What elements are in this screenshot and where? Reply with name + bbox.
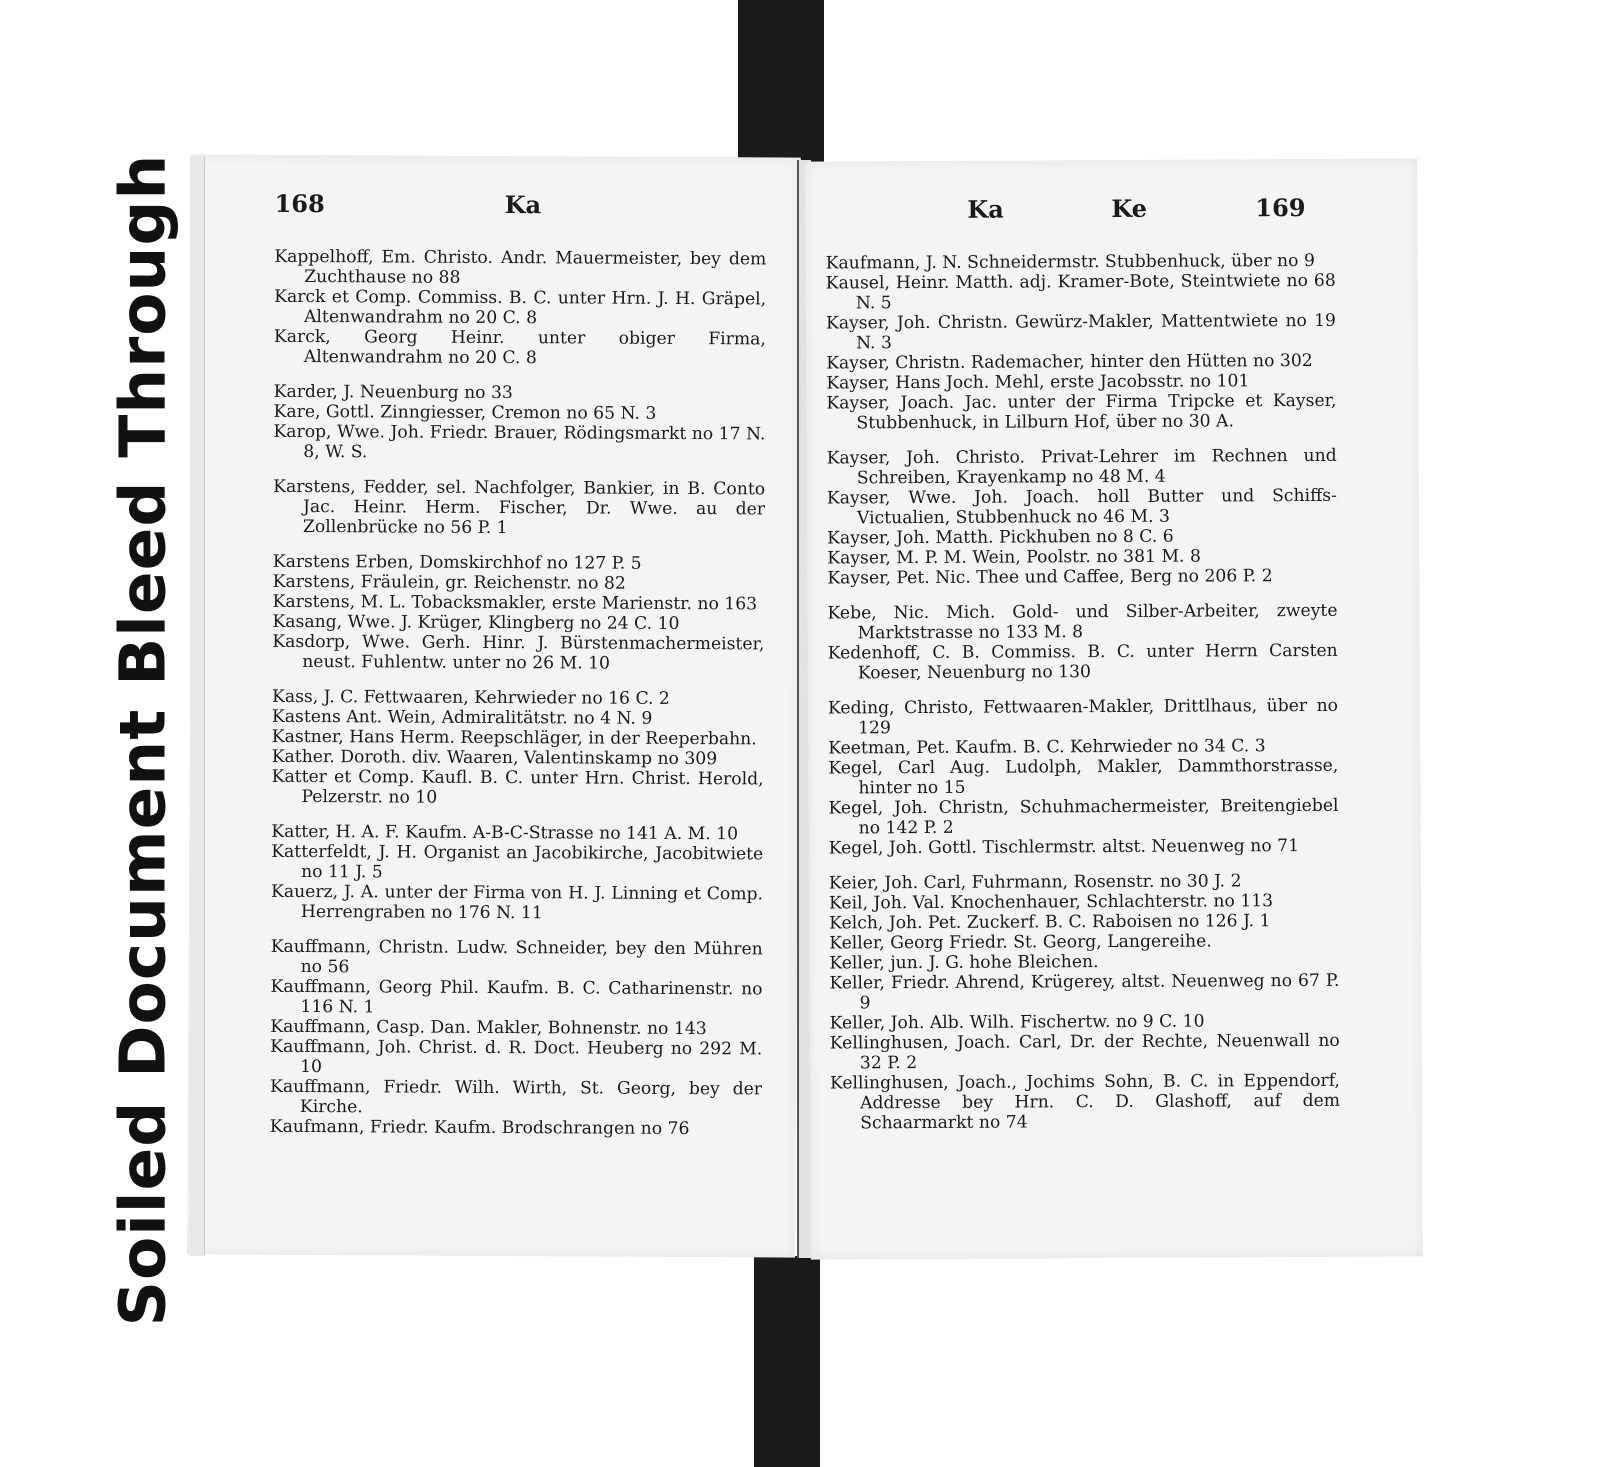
directory-entry: Kegel, Joh. Gottl. Tischlermstr. altst. Neuenweg no 71: [828, 836, 1300, 859]
directory-entry: Kappelhoff, Em. Christo. Andr. Mauermeister, bey dem Zuchthause no 88: [274, 246, 767, 288]
directory-entry: Kasdorp, Wwe. Gerh. Hinr. J. Bürstenmachermeister, neust. Fuhlentw. unter no 26 M. 10: [272, 631, 765, 674]
directory-entry: Katterfeldt, J. H. Organist an Jacobikirche, Jacobitwiete no 11 J. 5: [271, 841, 764, 883]
directory-entry: Kauffmann, Georg Phil. Kaufm. B. C. Catharinenstr. no 116 N. 1: [270, 976, 763, 1018]
spine-top: [738, 0, 824, 162]
directory-entry: Kayser, Pet. Nic. Thee und Caffee, Berg no 206 P. 2: [827, 566, 1273, 589]
directory-entry: Karstens, Fedder, sel. Nachfolger, Bankier, in B. Conto Jac. Heinr. Herm. Fischer, Dr. Wwe. au der Zollenbrücke no 56 P. 1: [273, 476, 766, 539]
right-running-head-1: Ka: [967, 194, 1004, 224]
directory-entry: Kayser, Joh. Christn. Gewürz-Makler, Mattentwiete no 19 N. 3: [825, 310, 1337, 354]
directory-entry: Kayser, M. P. M. Wein, Poolstr. no 381 M. 8: [827, 546, 1201, 569]
directory-entry: Kayser, Wwe. Joh. Joach. holl Butter und Schiffs-Victualien, Stubbenhuck no 46 M. 3: [826, 485, 1337, 529]
directory-entry: Kayser, Joh. Matth. Pickhuben no 8 C. 6: [827, 526, 1174, 549]
directory-entry: Kellinghusen, Joach., Jochims Sohn, B. C. in Eppendorf, Addresse bey Hrn. C. D. Glashoff, auf dem Schaarmarkt no 74: [829, 1070, 1341, 1134]
left-page-edge: [190, 156, 205, 1256]
directory-entry: Karstens, Fräulein, gr. Reichenstr. no 82: [272, 571, 626, 594]
directory-entry: Kellinghusen, Joach. Carl, Dr. der Rechte, Neuenwall no 32 P. 2: [829, 1030, 1340, 1074]
directory-entry: Karck et Comp. Commiss. B. C. unter Hrn. J. H. Gräpel, Altenwandrahm no 20 C. 8: [274, 286, 767, 329]
directory-entry: Kastens Ant. Wein, Admiralitätstr. no 4 N. 9: [271, 706, 653, 729]
left-running-head: Ka: [504, 190, 542, 220]
right-running-head-2: Ke: [1111, 193, 1148, 224]
directory-entry: Kauerz, J. A. unter der Firma von H. J. Linning et Comp. Herrengraben no 176 N. 11: [270, 881, 764, 924]
directory-entry: Karder, J. Neuenburg no 33: [273, 381, 513, 404]
directory-entry: Keller, Friedr. Ahrend, Krügerey, altst. Neuenweg no 67 P. 9: [829, 970, 1340, 1014]
directory-entry: Kauffmann, Joh. Christ. d. R. Doct. Heuberg no 292 M. 10: [270, 1036, 763, 1078]
directory-entry: Kedenhoff, C. B. Commiss. B. C. unter Herrn Carsten Koeser, Neuenburg no 130: [827, 640, 1338, 684]
directory-entry: Karck, Georg Heinr. unter obiger Firma, Altenwandrahm no 20 C. 8: [273, 326, 766, 369]
spine-bottom: [754, 1256, 820, 1467]
directory-entry: Kauffmann, Friedr. Wilh. Wirth, St. Georg, bey der Kirche.: [269, 1076, 763, 1118]
stamp-text: Soiled Document Bleed Through: [106, 153, 180, 1327]
right-entry-list: [826, 251, 1341, 1134]
directory-entry: Keller, Joh. Alb. Wilh. Fischertw. no 9 C. 10: [829, 1011, 1205, 1034]
directory-entry: Kauffmann, Casp. Dan. Makler, Bohnenstr. no 143: [270, 1016, 707, 1040]
directory-entry: Karop, Wwe. Joh. Friedr. Brauer, Rödingsmarkt no 17 N. 8, W. S.: [273, 421, 766, 463]
directory-entry: Kegel, Carl Aug. Ludolph, Makler, Dammthorstrasse, hinter no 15: [828, 755, 1339, 799]
directory-entry: Kasang, Wwe. J. Krüger, Klingberg no 24 C. 10: [272, 611, 680, 634]
directory-entry: Karstens Erben, Domskirchhof no 127 P. 5: [272, 551, 642, 574]
directory-entry: Keller, jun. J. G. hohe Bleichen.: [829, 952, 1099, 974]
directory-entry: Karstens, M. L. Tobacksmakler, erste Marienstr. no 163: [272, 591, 758, 615]
directory-entry: Keller, Georg Friedr. St. Georg, Langereihe.: [829, 931, 1212, 954]
left-page-number: 168: [274, 188, 325, 219]
directory-entry: Keier, Joh. Carl, Fuhrmann, Rosenstr. no 30 J. 2: [828, 871, 1242, 894]
right-page-number: 169: [1255, 192, 1306, 223]
directory-entry: Katter et Comp. Kaufl. B. C. unter Hrn. Christ. Herold, Pelzerstr. no 10: [271, 766, 764, 808]
directory-entry: Kass, J. C. Fettwaaren, Kehrwieder no 16 C. 2: [271, 686, 670, 709]
directory-entry: Kayser, Joach. Jac. unter der Firma Tripcke et Kayser, Stubbenhuck, in Lilburn Hof, über no 30 A.: [826, 390, 1337, 434]
directory-entry: Kebe, Nic. Mich. Gold- und Silber-Arbeiter, zweyte Marktstrasse no 133 M. 8: [827, 600, 1338, 644]
directory-entry: Kauffmann, Christn. Ludw. Schneider, bey den Mühren no 56: [270, 936, 763, 978]
directory-entry: Keding, Christo, Fettwaaren-Makler, Drittlhaus, über no 129: [827, 695, 1339, 739]
directory-entry: Katter, H. A. F. Kaufm. A-B-C-Strasse no 141 A. M. 10: [271, 821, 739, 845]
directory-entry: Kelch, Joh. Pet. Zuckerf. B. C. Raboisen no 126 J. 1: [829, 911, 1271, 934]
directory-entry: Kayser, Hans Joch. Mehl, erste Jacobsstr. no 101: [826, 371, 1250, 394]
directory-entry: Keetman, Pet. Kaufm. B. C. Kehrwieder no 34 C. 3: [828, 736, 1266, 759]
left-entry-list: [270, 247, 767, 1140]
directory-entry: Kayser, Christn. Rademacher, hinter den Hütten no 302: [826, 350, 1313, 374]
directory-entry: Kare, Gottl. Zinngiesser, Cremon no 65 N. 3: [273, 401, 657, 424]
directory-entry: Kather. Doroth. div. Waaren, Valentinskamp no 309: [271, 746, 718, 770]
left-page: [187, 154, 801, 1257]
directory-entry: Kausel, Heinr. Matth. adj. Kramer-Bote, Steintwiete no 68 N. 5: [825, 270, 1336, 314]
directory-entry: Keil, Joh. Val. Knochenhauer, Schlachterstr. no 113: [828, 891, 1274, 914]
directory-entry: Kaufmann, J. N. Schneidermstr. Stubbenhuck, über no 9: [825, 250, 1315, 274]
directory-entry: Kayser, Joh. Christo. Privat-Lehrer im Rechnen und Schreiben, Krayenkamp no 48 M. 4: [826, 445, 1337, 489]
directory-entry: Kaufmann, Friedr. Kaufm. Brodschrangen no 76: [269, 1116, 690, 1140]
directory-entry: Kastner, Hans Herm. Reepschläger, in der Reeperbahn.: [271, 726, 757, 750]
directory-entry: Kegel, Joh. Christn, Schuhmachermeister, Breitengiebel no 142 P. 2: [828, 795, 1339, 839]
right-page: [805, 158, 1423, 1259]
